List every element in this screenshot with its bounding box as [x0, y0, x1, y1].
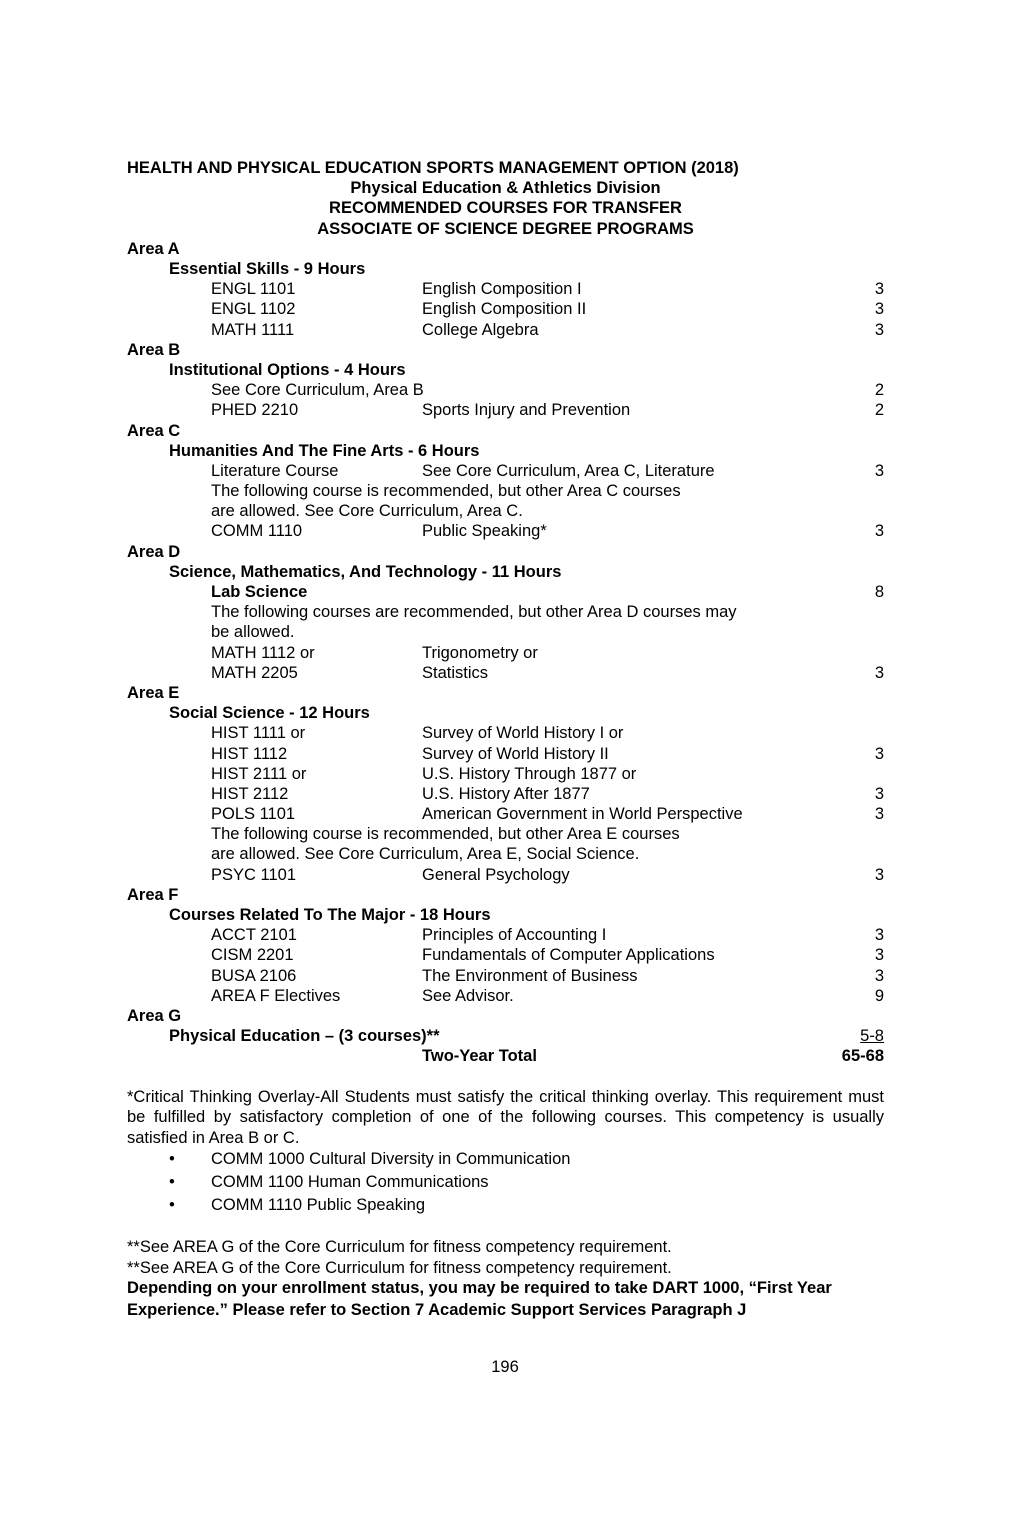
course-code: AREA F Electives — [211, 986, 341, 1005]
course-hours: 3 — [874, 966, 884, 985]
area-a-label: Area A — [127, 239, 180, 258]
course-code: BUSA 2106 — [211, 966, 297, 985]
area-f-section: Courses Related To The Major - 18 Hours — [169, 906, 491, 924]
course-row — [127, 643, 884, 663]
area-c-section: Humanities And The Fine Arts - 6 Hours — [169, 441, 480, 460]
area-g-section: Physical Education – (3 courses)** — [169, 1027, 440, 1046]
recommendation-note: The following courses are recommended, but other Area D courses may — [211, 603, 737, 622]
course-code: ENGL 1101 — [211, 280, 296, 299]
course-title: English Composition I — [422, 280, 582, 299]
course-code: PHED 2210 — [211, 401, 299, 420]
area-b-label: Area B — [127, 340, 181, 359]
course-code: MATH 1111 — [211, 320, 295, 339]
course-title: Fundamentals of Computer Applications — [422, 946, 715, 965]
total-row — [127, 1046, 884, 1066]
course-title: American Government in World Perspective — [422, 805, 743, 824]
recommendation-note: The following course is recommended, but other Area C courses — [211, 482, 681, 501]
course-title: U.S. History Through 1877 or — [422, 764, 637, 783]
area-e-label: Area E — [127, 683, 180, 702]
course-row — [127, 320, 884, 340]
course-hours: 3 — [874, 300, 884, 319]
area-d-section: Science, Mathematics, And Technology - 11 Hours — [169, 562, 562, 581]
recommendation-note: be allowed. — [211, 623, 295, 642]
course-hours: 9 — [874, 986, 884, 1005]
course-code: PSYC 1101 — [211, 865, 296, 884]
course-code: HIST 2112 — [211, 784, 289, 803]
course-hours: 3 — [874, 926, 884, 945]
course-title: Trigonometry or — [422, 643, 538, 662]
recommendation-note: are allowed. See Core Curriculum, Area C. — [211, 502, 523, 521]
area-g-row — [127, 1026, 884, 1046]
course-title: Survey of World History II — [422, 744, 609, 763]
course-code: MATH 1112 or — [211, 643, 315, 662]
recommendation-note: are allowed. See Core Curriculum, Area E, Social Science. — [211, 845, 640, 864]
division-heading: Physical Education & Athletics Division — [350, 179, 661, 198]
document-page — [127, 158, 884, 1321]
course-title: College Algebra — [422, 320, 539, 339]
course-code: MATH 2205 — [211, 663, 298, 682]
course-title: Principles of Accounting I — [422, 926, 607, 945]
subtitle-transfer: RECOMMENDED COURSES FOR TRANSFER — [329, 199, 682, 218]
course-code: POLS 1101 — [211, 805, 296, 824]
course-row — [127, 744, 884, 764]
fitness-note-line: **See AREA G of the Core Curriculum for fitness competency requirement. — [127, 1238, 672, 1256]
course-row — [127, 764, 884, 784]
course-row — [127, 461, 884, 481]
course-title: U.S. History After 1877 — [422, 784, 590, 803]
total-label: Two-Year Total — [422, 1047, 537, 1066]
area-a-section: Essential Skills - 9 Hours — [169, 260, 366, 278]
course-code: HIST 2111 or — [211, 764, 307, 783]
course-row — [127, 723, 884, 743]
course-hours: 3 — [874, 663, 884, 682]
list-item: • COMM 1110 Public Speaking — [127, 1194, 884, 1217]
lab-science-label: Lab Science — [211, 583, 308, 601]
area-g-label: Area G — [127, 1006, 182, 1025]
course-title: Survey of World History I or — [422, 724, 624, 743]
course-row — [127, 279, 884, 299]
course-title: See Advisor. — [422, 986, 514, 1005]
course-row — [127, 380, 884, 400]
course-hours: 2 — [874, 401, 884, 420]
course-code: Literature Course — [211, 461, 339, 480]
course-row — [127, 663, 884, 683]
course-code: CISM 2201 — [211, 946, 294, 965]
area-e-section: Social Science - 12 Hours — [169, 704, 370, 723]
course-row — [127, 945, 884, 965]
course-hours: 3 — [874, 946, 884, 965]
bullet-icon: • — [169, 1196, 175, 1214]
subtitle-degree: ASSOCIATE OF SCIENCE DEGREE PROGRAMS — [317, 219, 694, 238]
total-hours: 65-68 — [841, 1047, 884, 1066]
course-code: ACCT 2101 — [211, 926, 297, 945]
course-hours: 3 — [874, 865, 884, 884]
area-b-section: Institutional Options - 4 Hours — [169, 360, 406, 379]
course-code: ENGL 1102 — [211, 300, 296, 319]
course-row — [127, 299, 884, 319]
area-f-label: Area F — [127, 885, 179, 904]
core-reference: See Core Curriculum, Area B — [211, 381, 424, 400]
course-row — [127, 966, 884, 986]
course-row — [127, 400, 884, 420]
course-hours: 2 — [874, 381, 884, 400]
document-title: HEALTH AND PHYSICAL EDUCATION SPORTS MANAGEMENT OPTION (2018) — [127, 159, 739, 177]
critical-thinking-list — [127, 1148, 884, 1217]
fitness-note-line: **See AREA G of the Core Curriculum for fitness competency requirement. — [127, 1258, 672, 1277]
course-row — [127, 865, 884, 885]
recommendation-note: The following course is recommended, but other Area E courses — [211, 825, 680, 844]
course-code: COMM 1110 — [211, 522, 303, 541]
list-item: • COMM 1100 Human Communications — [127, 1171, 884, 1194]
bullet-icon: • — [169, 1150, 175, 1168]
course-code: HIST 1112 — [211, 744, 288, 763]
course-hours: 3 — [874, 320, 884, 339]
course-row — [127, 784, 884, 804]
course-hours: 8 — [874, 583, 884, 601]
course-row — [127, 925, 884, 945]
course-hours: 3 — [874, 744, 884, 763]
fitness-note — [127, 1237, 884, 1278]
course-hours: 3 — [874, 280, 884, 299]
course-row — [127, 582, 884, 602]
course-title: See Core Curriculum, Area C, Literature — [422, 461, 715, 480]
area-g-hours: 5-8 — [860, 1027, 884, 1046]
course-hours: 3 — [874, 784, 884, 803]
area-d-label: Area D — [127, 542, 181, 561]
list-item: • COMM 1000 Cultural Diversity in Communication — [127, 1148, 884, 1171]
dart-note: Depending on your enrollment status, you may be required to take DART 1000, “First Year Experience.” Please refer to Section 7 Academic Support Services Paragraph J — [127, 1279, 832, 1319]
course-code: HIST 1111 or — [211, 724, 306, 743]
course-title: English Composition II — [422, 300, 587, 319]
course-title: Sports Injury and Prevention — [422, 401, 631, 420]
course-title: Statistics — [422, 663, 489, 682]
course-title: General Psychology — [422, 865, 570, 884]
course-hours: 3 — [874, 461, 884, 480]
bullet-icon: • — [169, 1173, 175, 1191]
critical-thinking-note: *Critical Thinking Overlay-All Students must satisfy the critical thinking overlay. This requirement must be fulfilled by satisfactory completion of one of the following courses. This competency is usually satisfied in Area B or C. — [127, 1087, 884, 1147]
course-hours: 3 — [874, 522, 884, 541]
course-row — [127, 521, 884, 541]
course-title: The Environment of Business — [422, 966, 638, 985]
page-number: 196 — [491, 1358, 519, 1376]
course-row — [127, 804, 884, 824]
course-title: Public Speaking* — [422, 522, 547, 541]
course-row — [127, 986, 884, 1006]
area-c-label: Area C — [127, 421, 181, 440]
course-hours: 3 — [874, 805, 884, 824]
